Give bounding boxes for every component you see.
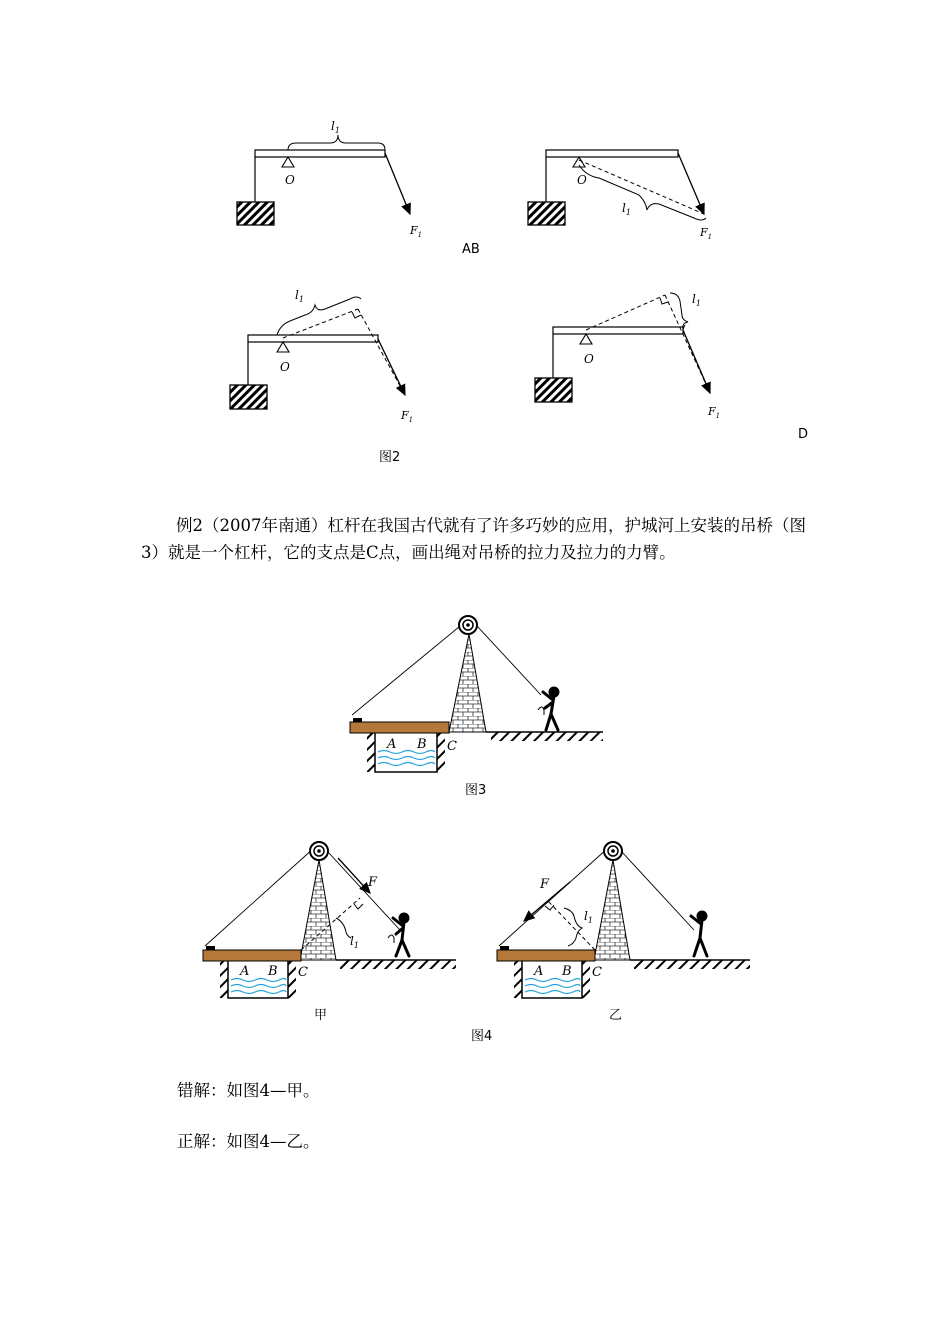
lever-diagram-b bbox=[524, 110, 744, 250]
svg-text:F: F bbox=[540, 877, 550, 892]
svg-text:F: F bbox=[368, 875, 378, 890]
fulcrum-triangle bbox=[282, 157, 294, 167]
example-paragraph: 例2（2007年南通）杠杆在我国古代就有了许多巧妙的应用，护城河上安装的吊桥（图3）就是一个杠杆，它的支点是C点，画出绳对吊桥的拉力及拉力的力臂。 bbox=[141, 516, 806, 562]
figure2-caption: 图2 bbox=[379, 450, 401, 465]
svg-text:O: O bbox=[584, 352, 594, 366]
lever-diagram-c bbox=[225, 285, 445, 435]
label-ab: AB bbox=[462, 242, 480, 257]
fulcrum-label: O bbox=[285, 173, 295, 187]
figure3-caption: 图3 bbox=[465, 783, 487, 798]
brick-tower bbox=[449, 634, 486, 732]
svg-text:l1: $l_1$ bbox=[622, 201, 631, 217]
drawbridge-diagram bbox=[345, 612, 610, 777]
svg-text:B: B bbox=[562, 964, 572, 979]
svg-text:l1: $l_1$ bbox=[295, 288, 304, 304]
svg-text:F1: $F_1$ bbox=[708, 405, 721, 420]
weight-block bbox=[237, 202, 274, 225]
svg-text:A: A bbox=[534, 964, 544, 979]
svg-text:C: C bbox=[298, 965, 308, 980]
svg-text:l1: $l_1$ bbox=[350, 934, 359, 950]
svg-text:A: A bbox=[387, 737, 397, 752]
figure4-caption: 图4 bbox=[471, 1029, 493, 1044]
lever-bar bbox=[255, 150, 385, 157]
svg-text:C: C bbox=[447, 739, 457, 754]
svg-text:C: C bbox=[592, 965, 602, 980]
lever-diagram-d bbox=[530, 285, 750, 435]
svg-text:F1: $F_1$ bbox=[401, 409, 414, 424]
svg-text:A: A bbox=[240, 964, 250, 979]
svg-text:O: O bbox=[577, 173, 587, 187]
drawbridge-plank bbox=[350, 722, 449, 733]
svg-text:B: B bbox=[268, 964, 278, 979]
svg-text:l1: $l_1$ bbox=[331, 119, 340, 135]
label-d: D bbox=[798, 427, 809, 442]
svg-text:l1: $l_1$ bbox=[692, 292, 701, 308]
lever-diagram-a bbox=[230, 110, 450, 250]
svg-text:O: O bbox=[280, 360, 290, 374]
wrong-answer-text: 错解：如图4—甲。 bbox=[177, 1081, 320, 1100]
correct-answer-text: 正解：如图4—乙。 bbox=[177, 1132, 320, 1151]
svg-text:F1: $F_1$ bbox=[700, 226, 713, 241]
drawbridge-correct-diagram bbox=[492, 838, 754, 1003]
force-arrow bbox=[385, 153, 410, 214]
arm-brace bbox=[288, 135, 385, 150]
svg-text:F1: $F_1$ bbox=[410, 224, 423, 239]
svg-text:B: B bbox=[417, 737, 427, 752]
svg-text:l1: $l_1$ bbox=[584, 909, 593, 925]
figure4-sub-jia: 甲 bbox=[314, 1008, 328, 1023]
figure4-sub-yi: 乙 bbox=[609, 1008, 623, 1023]
person-figure bbox=[543, 688, 558, 730]
drawbridge-wrong-diagram bbox=[198, 838, 460, 1003]
